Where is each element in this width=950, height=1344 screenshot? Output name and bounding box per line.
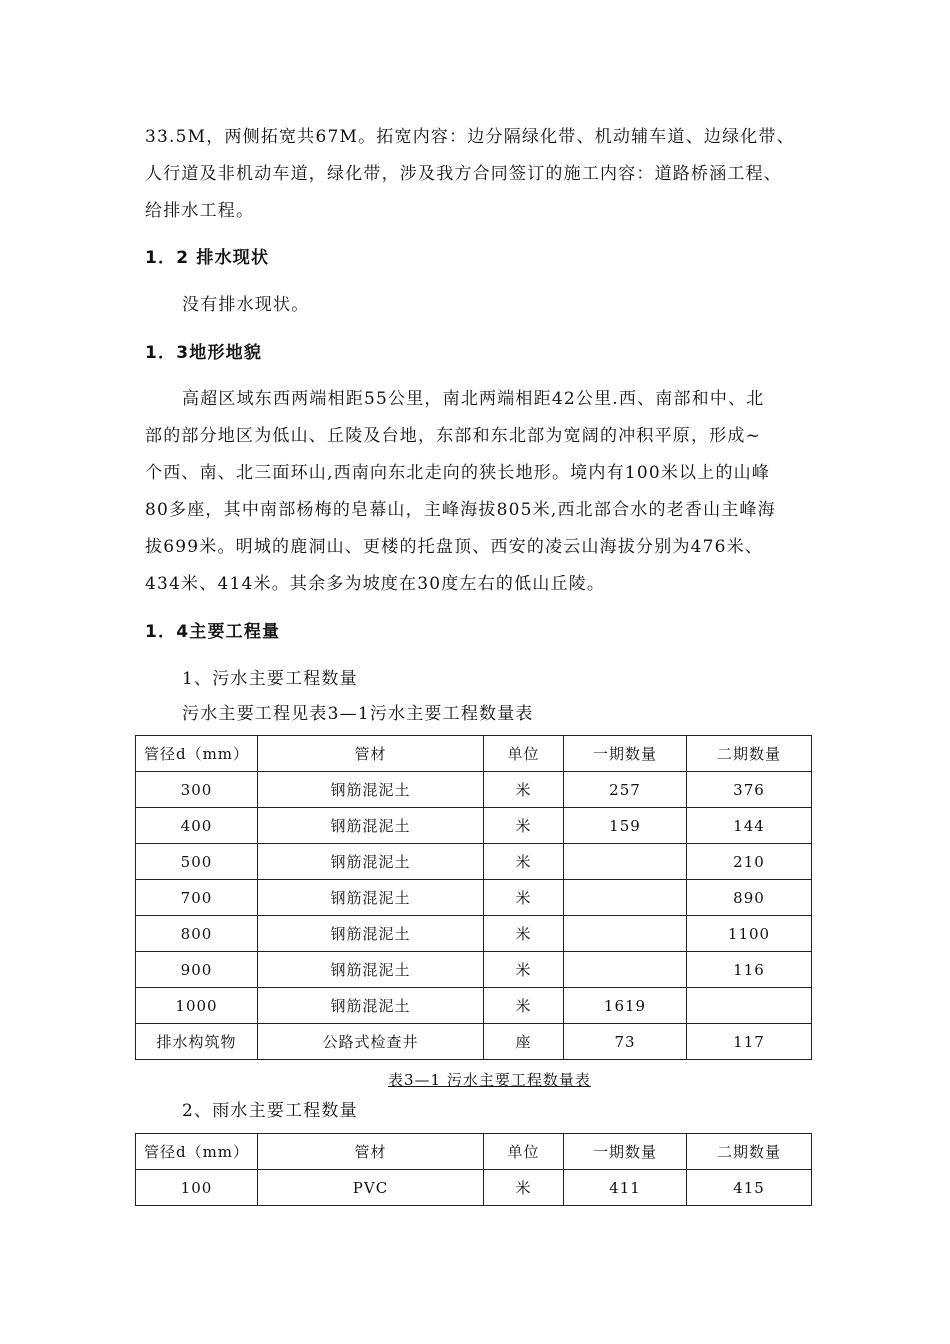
table-cell: 米 <box>484 880 564 916</box>
terrain-line-4: 80多座，其中南部杨梅的皂幕山，主峰海拔805米,西北部合水的老香山主峰海 <box>145 500 776 520</box>
terrain-line-1: 高超区域东西两端相距55公里，南北两端相距42公里.西、南部和中、北 <box>182 389 765 409</box>
table-cell: 钢筋混泥土 <box>258 952 484 988</box>
table-cell: 钢筋混泥土 <box>258 844 484 880</box>
terrain-line-5: 拔699米。明城的鹿洞山、更楼的托盘顶、西安的凌云山海拔分别为476米、 <box>145 537 764 557</box>
intro-line-2: 人行道及非机动车道，绿化带，涉及我方合同签订的施工内容：道路桥涵工程、 <box>145 164 782 184</box>
table-header-row <box>136 736 812 772</box>
table-row <box>136 1024 812 1060</box>
table-cell: 500 <box>136 844 258 880</box>
table-cell: 210 <box>687 844 812 880</box>
rain-quantity-table <box>135 1133 812 1206</box>
rain-item-heading: 2、雨水主要工程数量 <box>182 1101 358 1121</box>
table-row <box>136 808 812 844</box>
header-cell: 单位 <box>484 1134 564 1170</box>
table-cell: 116 <box>687 952 812 988</box>
table-cell <box>564 880 687 916</box>
table-cell: PVC <box>258 1170 484 1206</box>
table-cell <box>564 844 687 880</box>
table-cell: 1619 <box>564 988 687 1024</box>
table-row <box>136 988 812 1024</box>
header-cell: 单位 <box>484 736 564 772</box>
table-cell: 415 <box>687 1170 812 1206</box>
section-1-3-heading: 1．3地形地貌 <box>145 343 263 363</box>
header-cell: 管材 <box>258 736 484 772</box>
table-row <box>136 844 812 880</box>
table-cell: 米 <box>484 1170 564 1206</box>
sewage-quantity-table <box>135 735 812 1060</box>
header-cell: 管径d（mm） <box>136 736 258 772</box>
section-1-2-heading: 1．2 排水现状 <box>145 248 270 268</box>
table-cell: 米 <box>484 772 564 808</box>
table-row <box>136 952 812 988</box>
table-cell <box>687 988 812 1024</box>
table-cell: 700 <box>136 880 258 916</box>
table-cell: 376 <box>687 772 812 808</box>
table-cell: 排水构筑物 <box>136 1024 258 1060</box>
table-cell <box>564 916 687 952</box>
table-cell: 米 <box>484 844 564 880</box>
sewage-item-heading: 1、污水主要工程数量 <box>182 669 358 689</box>
table-cell: 100 <box>136 1170 258 1206</box>
table-cell: 400 <box>136 808 258 844</box>
table-cell: 公路式检查井 <box>258 1024 484 1060</box>
table-cell: 411 <box>564 1170 687 1206</box>
header-cell: 一期数量 <box>564 1134 687 1170</box>
table-cell: 73 <box>564 1024 687 1060</box>
header-cell: 管材 <box>258 1134 484 1170</box>
table-row <box>136 880 812 916</box>
terrain-line-6: 434米、414米。其余多为坡度在30度左右的低山丘陵。 <box>145 574 606 594</box>
terrain-line-2: 部的部分地区为低山、丘陵及台地，东部和东北部为宽阔的冲积平原，形成~ <box>145 426 762 446</box>
intro-line-1: 33.5M，两侧拓宽共67M。拓宽内容：边分隔绿化带、机动辅车道、边绿化带、 <box>145 127 795 147</box>
table-row <box>136 916 812 952</box>
table-row <box>136 1170 812 1206</box>
section-1-4-heading: 1．4主要工程量 <box>145 622 281 642</box>
table-cell: 米 <box>484 808 564 844</box>
header-cell: 一期数量 <box>564 736 687 772</box>
table-cell: 座 <box>484 1024 564 1060</box>
section-1-2-body: 没有排水现状。 <box>182 295 310 315</box>
table-cell: 米 <box>484 952 564 988</box>
table-cell: 钢筋混泥土 <box>258 808 484 844</box>
table-row <box>136 772 812 808</box>
header-cell: 二期数量 <box>687 1134 812 1170</box>
table-cell: 800 <box>136 916 258 952</box>
table-cell: 1100 <box>687 916 812 952</box>
table-cell: 米 <box>484 916 564 952</box>
table-cell: 117 <box>687 1024 812 1060</box>
sewage-table-intro: 污水主要工程见表3—1污水主要工程数量表 <box>182 704 534 724</box>
table-cell: 米 <box>484 988 564 1024</box>
terrain-line-3: 个西、南、北三面环山,西南向东北走向的狭长地形。境内有100米以上的山峰 <box>145 463 771 483</box>
table-cell: 钢筋混泥土 <box>258 916 484 952</box>
table-cell: 890 <box>687 880 812 916</box>
table-cell: 144 <box>687 808 812 844</box>
intro-line-3: 给排水工程。 <box>145 201 255 221</box>
table-cell: 159 <box>564 808 687 844</box>
table-cell: 钢筋混泥土 <box>258 772 484 808</box>
table-cell <box>564 952 687 988</box>
header-cell: 管径d（mm） <box>136 1134 258 1170</box>
table-header-row <box>136 1134 812 1170</box>
table-cell: 300 <box>136 772 258 808</box>
sewage-table-caption: 表3—1 污水主要工程数量表 <box>388 1071 591 1089</box>
table-cell: 钢筋混泥土 <box>258 988 484 1024</box>
table-cell: 1000 <box>136 988 258 1024</box>
table-cell: 257 <box>564 772 687 808</box>
table-cell: 钢筋混泥土 <box>258 880 484 916</box>
table-cell: 900 <box>136 952 258 988</box>
header-cell: 二期数量 <box>687 736 812 772</box>
